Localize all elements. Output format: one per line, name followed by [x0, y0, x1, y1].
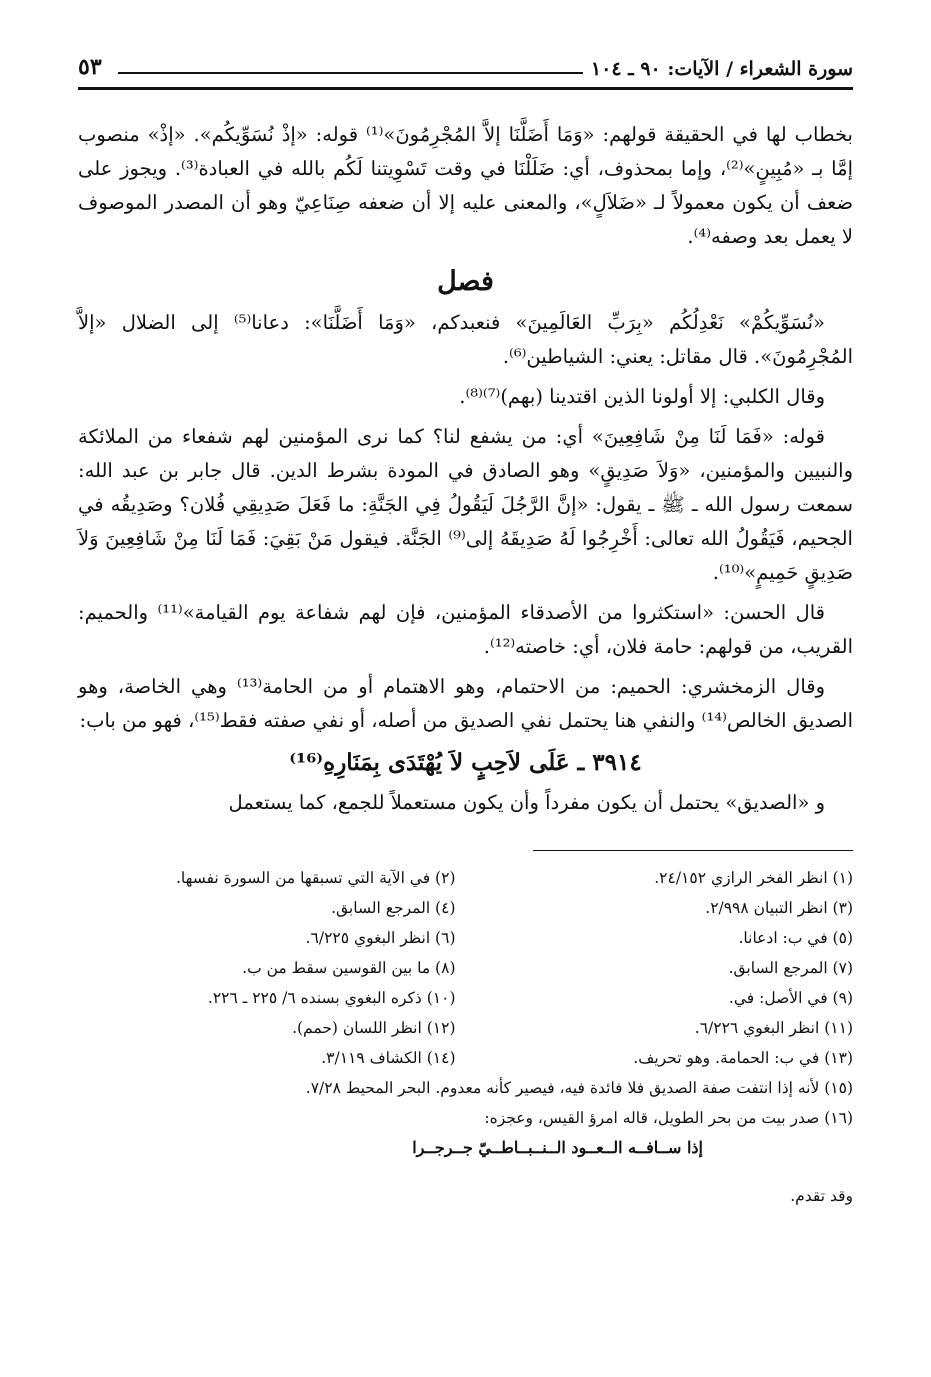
footnote: (٥) في ب: ادعانا. — [738, 929, 853, 947]
paragraph: وقال الزمخشري: الحميم: من الاحتمام، وهو الاهتمام أو من الحامة⁽¹³⁾ وهي الخاصة، وهو الصديق الخالص⁽¹⁴⁾ والنفي هنا يحتمل نفي الصديق من أصله، أو نفي صفته فقط⁽¹⁵⁾، فهو من باب: — [78, 675, 853, 732]
footnote: (١٢) انظر اللسان (حمم). — [292, 1019, 456, 1037]
paragraph: «نُسَوِّيكُمْ» نَعْدِلُكُم «بِرَبِّ العَالَمِينَ» فنعبدكم، «وَمَا أَضَلَّنَا»: دعانا⁽⁵⁾ إلى الضلال «إلاَّ المُجْرِمُونَ». قال مقاتل: يعني: الشياطين⁽⁶⁾. — [78, 311, 853, 368]
paragraph: وقال الكلبي: إلا أولونا الذين اقتدينا (بهم)⁽⁷⁾⁽⁸⁾. — [459, 385, 825, 408]
footnote: (١٤) الكشاف ٣/١١٩. — [321, 1049, 456, 1067]
footnote-end: وقد تقدم. — [790, 1187, 853, 1205]
header-rule — [118, 72, 613, 74]
footnote: (٣) انظر التبيان ٢/٩٩٨. — [705, 899, 853, 917]
footnotes — [78, 863, 853, 1211]
header-title: سورة الشعراء / الآيات: ٩٠ ـ ١٠٤ — [583, 58, 853, 80]
section-title: فصل — [437, 266, 494, 297]
page-header — [78, 50, 853, 90]
footnote: (١٦) صدر بيت من بحر الطويل، قاله امرؤ القيس، وعجزه: — [484, 1109, 853, 1127]
footnote-verse: إذا ســافــه الــعــود الــنــبــاطــيّ جــرجــرا — [412, 1138, 703, 1157]
page — [78, 50, 853, 1211]
footnote: (٦) انظر البغوي ٦/٢٢٥. — [305, 929, 456, 947]
footnote: (٧) المرجع السابق. — [728, 959, 853, 977]
footnote: (١٠) ذكره البغوي بسنده ٦/ ٢٢٥ ـ ٢٢٦. — [207, 989, 456, 1007]
header-underline — [78, 87, 853, 90]
page-number: ٥٣ — [78, 54, 110, 80]
footnote-grid — [78, 863, 853, 1073]
main-text — [78, 118, 853, 820]
paragraph: قال الحسن: «استكثروا من الأصدقاء المؤمنين، فإن لهم شفاعة يوم القيامة»⁽¹¹⁾ والحميم: القريب، من قولهم: حامة فلان، أي: خاصته⁽¹²⁾. — [78, 601, 853, 658]
footnote: (٤) المرجع السابق. — [331, 899, 456, 917]
paragraph: قوله: «فَمَا لَنَا مِنْ شَافِعِينَ» أي: من يشفع لنا؟ كما نرى المؤمنين لهم شفعاء من الملائكة والنبيين والمؤمنين، «وَلاَ صَدِيقٍ» وهو الصادق في المودة بشرط الدين. قال جابر بن عبد الله: سمعت رسول الله ـ ﷺ ـ يقول: «إنَّ الرَّجُلَ لَيَقُولُ فِي الجَنَّةِ: ما فَعَلَ صَدِيقِي فُلان؟ وصَدِيقُه في الجحيم، فَيَقُولُ الله تعالى: أَخْرِجُوا لَهُ صَدِيقَهُ إلى⁽⁹⁾ الجَنَّة. فيقول مَنْ بَقِيَ: فَمَا لَنَا مِنْ شَافِعِينَ وَلاَ صَدِيقٍ حَمِيمٍ»⁽¹⁰⁾. — [78, 425, 853, 584]
footnote: (٩) في الأصل: في. — [728, 989, 853, 1007]
paragraph: بخطاب لها في الحقيقة قولهم: «وَمَا أَضَلَّنَا إلاَّ المُجْرِمُونَ»⁽¹⁾ قوله: «إذْ نُسَوِّيكُم». «إذْ» منصوب إمَّا بـ «مُبِينٍ»⁽²⁾، وإما بمحذوف، أي: ضَلَلْنَا في وقت تَسْوِيتنا لَكُم بالله في العبادة⁽³⁾. ويجوز على ضعف أن يكون معمولاً لـ «ضَلاَلٍ»، والمعنى عليه إلا أن ضعفه صِنَاعِيّ وهو أن المصدر الموصوف لا يعمل بعد وصفه⁽⁴⁾. — [78, 123, 853, 248]
footnote: (١٥) لأنه إذا انتفت صفة الصديق فلا فائدة فيه، فيصير كأنه معدوم. البحر المحيط ٧/٢٨. — [305, 1079, 853, 1097]
poetry-verse: ٣٩١٤ ـ عَلَى لاَحِبٍ لاَ يُهْتَدَى بِمَنَارِهِ⁽¹⁶⁾ — [289, 749, 642, 776]
footnote-separator — [533, 850, 853, 851]
footnote: (١١) انظر البغوي ٦/٢٢٦. — [694, 1019, 853, 1037]
footnote: (٢) في الآية التي تسبقها من السورة نفسها. — [175, 869, 456, 887]
footnote: (١٣) في ب: الحمامة. وهو تحريف. — [633, 1049, 853, 1067]
paragraph: و «الصديق» يحتمل أن يكون مفرداً وأن يكون مستعملاً للجمع، كما يستعمل — [228, 791, 825, 814]
footnote: (١) انظر الفخر الرازي ٢٤/١٥٢. — [654, 869, 853, 887]
footnote: (٨) ما بين القوسين سقط من ب. — [242, 959, 456, 977]
